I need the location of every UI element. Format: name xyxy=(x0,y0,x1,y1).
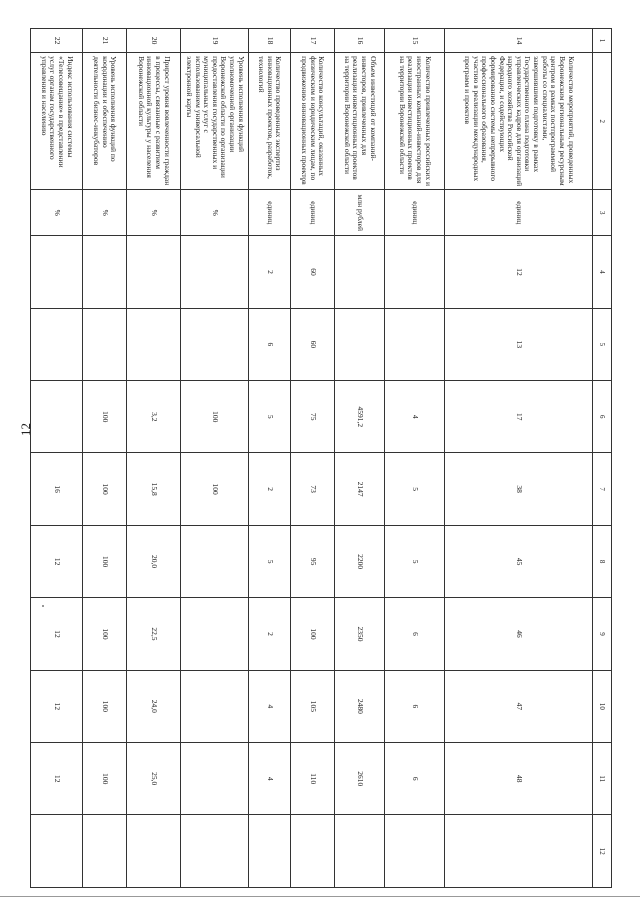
value-cell xyxy=(181,598,249,670)
value-cell xyxy=(335,236,385,308)
page-number: 12 xyxy=(18,423,33,436)
value-cell: 12 xyxy=(445,236,593,308)
value-cell xyxy=(83,308,127,380)
unit-cell: % xyxy=(83,190,127,236)
table-row xyxy=(335,29,385,888)
value-cell: 100 xyxy=(291,598,335,670)
value-cell: 12 xyxy=(31,525,83,597)
value-cell: 4 xyxy=(249,743,291,815)
column-header: 2 xyxy=(593,53,612,190)
column-header: 6 xyxy=(593,381,612,453)
value-cell: 3,2 xyxy=(127,381,181,453)
value-cell: 2 xyxy=(249,236,291,308)
column-header: 10 xyxy=(593,670,612,742)
value-cell xyxy=(127,815,181,888)
value-cell xyxy=(181,743,249,815)
value-cell xyxy=(127,308,181,380)
column-header: 4 xyxy=(593,236,612,308)
unit-cell: млн рублей xyxy=(335,190,385,236)
column-header: 5 xyxy=(593,308,612,380)
value-cell: 2480 xyxy=(335,670,385,742)
table-row xyxy=(291,29,335,888)
row-number-cell: 16 xyxy=(335,29,385,53)
value-cell: 100 xyxy=(83,670,127,742)
column-header: 12 xyxy=(593,815,612,888)
value-cell: 6 xyxy=(385,670,445,742)
value-cell xyxy=(181,236,249,308)
value-cell: 2350 xyxy=(335,598,385,670)
unit-cell: единиц xyxy=(445,190,593,236)
indicator-name-cell: Количество привлеченных российских и иностранных компаний-инвесторов для реализации инвестиционных проектов на территории Воронежской области xyxy=(385,53,445,190)
value-cell: 100 xyxy=(181,453,249,525)
table-row xyxy=(385,29,445,888)
table-row xyxy=(83,29,127,888)
value-cell xyxy=(31,308,83,380)
value-cell: 48 xyxy=(445,743,593,815)
unit-cell: % xyxy=(31,190,83,236)
value-cell: 38 xyxy=(445,453,593,525)
indicators-table xyxy=(39,28,612,888)
value-cell: 5 xyxy=(249,525,291,597)
table-row xyxy=(31,29,83,888)
value-cell: 22,5 xyxy=(127,598,181,670)
table-row xyxy=(445,29,593,888)
value-cell: 6 xyxy=(249,308,291,380)
value-cell: 60 xyxy=(291,236,335,308)
column-header: 7 xyxy=(593,453,612,525)
value-cell xyxy=(181,525,249,597)
value-cell: 2610 xyxy=(335,743,385,815)
indicator-name-cell: Объем инвестиций от компаний-инвесторов, привлеченных для реализации инвестиционных проектов на территории Воронежской области xyxy=(335,53,385,190)
indicator-name-cell: Индекс использования системы «Телесовещание» в представлении услуг органам государственного управления и населению xyxy=(31,53,83,190)
indicator-name-cell: Прирост уровня вовлеченности граждан в процессы, связанные с развитием инновационной культуры у населения Воронежской области xyxy=(127,53,181,190)
value-cell: 2 xyxy=(249,453,291,525)
indicator-name-cell: Количество мероприятий, проведенных Воронежским региональным ресурсным центром в рамках постпрограммной работы со специалистами, завершившими подготовку в рамках Государственного плана подготовки управленческих кадров для организаций народного хозяйства Российской Федерации, и содействующих формированию системы непрерывного профессионального образования, участию в реализации международных программ и проектов xyxy=(445,53,593,190)
value-cell: 95 xyxy=(291,525,335,597)
value-cell: 4 xyxy=(385,381,445,453)
value-cell xyxy=(181,815,249,888)
column-header: 3 xyxy=(593,190,612,236)
unit-cell: единиц xyxy=(291,190,335,236)
value-cell xyxy=(291,815,335,888)
value-cell xyxy=(83,815,127,888)
value-cell xyxy=(385,236,445,308)
table-row xyxy=(127,29,181,888)
row-number-cell: 20 xyxy=(127,29,181,53)
value-cell: 47 xyxy=(445,670,593,742)
value-cell: 100 xyxy=(83,598,127,670)
row-number-cell: 22 xyxy=(31,29,83,53)
value-cell: 24,0 xyxy=(127,670,181,742)
value-cell: 5 xyxy=(249,381,291,453)
value-cell: 5 xyxy=(385,453,445,525)
value-cell: 12 xyxy=(31,743,83,815)
value-cell: 100 xyxy=(181,381,249,453)
value-cell: 25,0 xyxy=(127,743,181,815)
value-cell xyxy=(31,381,83,453)
column-header: 9 xyxy=(593,598,612,670)
column-header: 8 xyxy=(593,525,612,597)
value-cell xyxy=(127,236,181,308)
row-number-cell: 19 xyxy=(181,29,249,53)
value-cell: 4591,2 xyxy=(335,381,385,453)
indicator-name-cell: Уровень исполнения функций уполномоченной организации Воронежской области по организации предоставления государственных и муниципальных услуг с использованием универсальной электронной карты xyxy=(181,53,249,190)
value-cell: 2200 xyxy=(335,525,385,597)
value-cell: 17 xyxy=(445,381,593,453)
scan-edge-line xyxy=(0,896,640,897)
value-cell: 15,8 xyxy=(127,453,181,525)
unit-cell: единиц xyxy=(385,190,445,236)
value-cell xyxy=(31,815,83,888)
value-cell xyxy=(181,308,249,380)
unit-cell: % xyxy=(181,190,249,236)
value-cell: 4 xyxy=(249,670,291,742)
column-header: 11 xyxy=(593,743,612,815)
value-cell: 2 xyxy=(249,598,291,670)
value-cell xyxy=(385,815,445,888)
row-number-cell: 21 xyxy=(83,29,127,53)
value-cell: 105 xyxy=(291,670,335,742)
row-number-cell: 14 xyxy=(445,29,593,53)
value-cell: 13 xyxy=(445,308,593,380)
value-cell: 12 xyxy=(31,670,83,742)
value-cell: 6 xyxy=(385,743,445,815)
value-cell: 100 xyxy=(83,381,127,453)
value-cell: 100 xyxy=(83,453,127,525)
indicator-name-cell: Уровень исполнения функций по координации и обеспечению деятельности бизнес-инкубаторов xyxy=(83,53,127,190)
unit-cell: единиц xyxy=(249,190,291,236)
value-cell: 45 xyxy=(445,525,593,597)
value-cell: 16 xyxy=(31,453,83,525)
unit-cell: % xyxy=(127,190,181,236)
row-number-cell: 15 xyxy=(385,29,445,53)
value-cell: 2147 xyxy=(335,453,385,525)
value-cell: 73 xyxy=(291,453,335,525)
value-cell: 6 xyxy=(385,598,445,670)
value-cell: 100 xyxy=(83,743,127,815)
value-cell xyxy=(385,308,445,380)
table-row xyxy=(181,29,249,888)
indicator-name-cell: Количество консультаций, оказанных физическим и юридическим лицам, по продвижению инновационных проектов xyxy=(291,53,335,190)
value-cell: 5 xyxy=(385,525,445,597)
value-cell: 20,0 xyxy=(127,525,181,597)
value-cell xyxy=(335,308,385,380)
indicator-name-cell: Количество проведенных экспертиз инновационных проектов, разработок, технологий xyxy=(249,53,291,190)
value-cell xyxy=(445,815,593,888)
row-number-cell: 18 xyxy=(249,29,291,53)
value-cell: 46 xyxy=(445,598,593,670)
value-cell xyxy=(83,236,127,308)
column-header: 1 xyxy=(593,29,612,53)
value-cell: 75 xyxy=(291,381,335,453)
value-cell xyxy=(249,815,291,888)
value-cell: 110 xyxy=(291,743,335,815)
value-cell xyxy=(31,236,83,308)
table-row xyxy=(249,29,291,888)
value-cell xyxy=(335,815,385,888)
value-cell: 100 xyxy=(83,525,127,597)
table-header-row xyxy=(593,29,612,888)
row-number-cell: 17 xyxy=(291,29,335,53)
value-cell: 60 xyxy=(291,308,335,380)
value-cell: 12 xyxy=(31,598,83,670)
value-cell xyxy=(181,670,249,742)
